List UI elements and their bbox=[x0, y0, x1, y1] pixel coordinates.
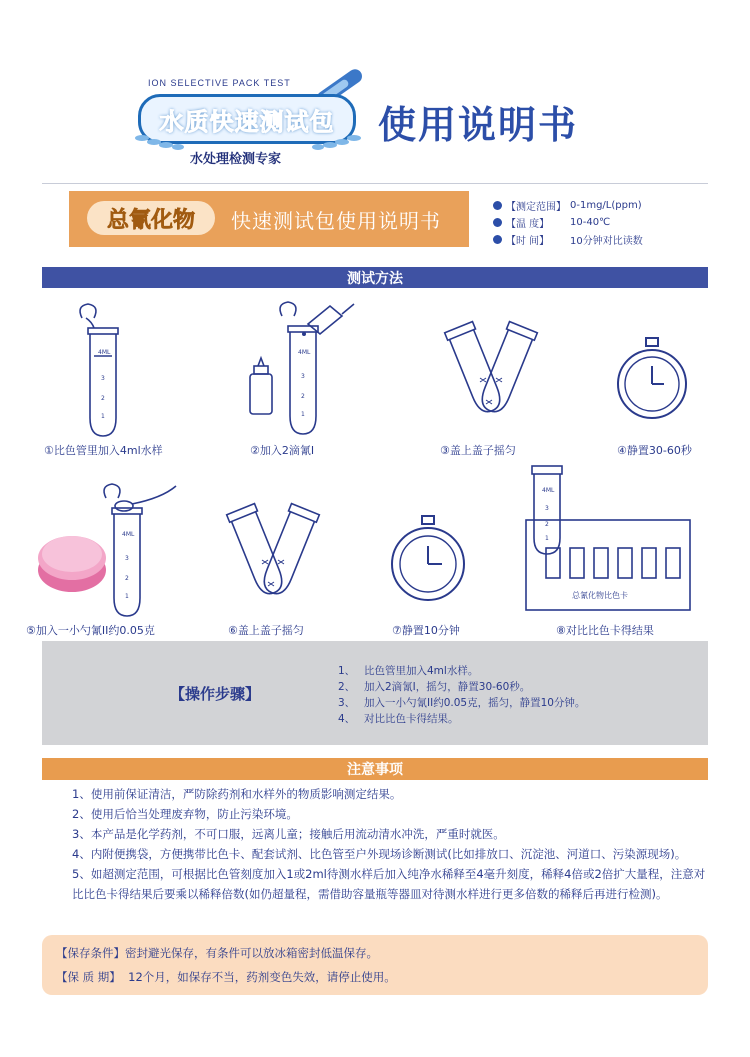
bullet-icon bbox=[493, 201, 502, 210]
spec-value: 10-40℃ bbox=[570, 217, 611, 228]
tube-mark: 4ML bbox=[298, 349, 311, 356]
tube-mark: 2 bbox=[125, 575, 129, 582]
operation-title: 【操作步骤】 bbox=[170, 685, 261, 703]
step-3-illustration bbox=[436, 318, 546, 428]
tube-mark: 4ML bbox=[122, 531, 135, 538]
tube-mark: 4ML bbox=[542, 487, 555, 494]
color-card-label: 总氰化物比色卡 bbox=[572, 591, 628, 600]
step-6-illustration bbox=[218, 500, 328, 610]
tube-mark: 1 bbox=[125, 593, 129, 600]
note-item: 4、内附便携袋，方便携带比色卡、配套试剂、比色管至户外现场诊断测试(比如排放口、沉淀池、河道口、污染源现场)。 bbox=[72, 847, 687, 861]
step-5-caption: ⑤加入一小勺氰II约0.05克 bbox=[26, 624, 155, 637]
storage-condition bbox=[56, 945, 378, 961]
step-1-caption: ①比色管里加入4ml水样 bbox=[44, 444, 163, 457]
step-3-caption: ③盖上盖子摇匀 bbox=[440, 444, 516, 457]
operation-item: 2、 加入2滴氰I，摇匀，静置30-60秒。 bbox=[338, 681, 531, 693]
step-4-illustration bbox=[612, 336, 692, 426]
step-7-caption: ⑦静置10分钟 bbox=[392, 624, 460, 637]
tube-mark: 4ML bbox=[98, 349, 111, 356]
product-name: 总氰化物 bbox=[106, 207, 195, 233]
test-method-header: 测试方法 bbox=[42, 267, 708, 288]
tube-mark: 1 bbox=[301, 411, 305, 418]
test-tube-icon bbox=[60, 300, 140, 440]
operation-steps-box bbox=[42, 641, 708, 745]
note-item: 1、使用前保证清洁，严防除药剂和水样外的物质影响测定结果。 bbox=[72, 787, 402, 801]
bullet-icon bbox=[493, 235, 502, 244]
spec-value: 10分钟对比读数 bbox=[570, 236, 643, 247]
notes-list bbox=[70, 784, 710, 904]
spec-row bbox=[493, 231, 643, 248]
storage-box bbox=[42, 935, 708, 995]
tube-mark: 3 bbox=[545, 505, 549, 512]
storage-condition-text: 密封避光保存，有条件可以放冰箱密封低温保存。 bbox=[125, 946, 378, 960]
step-8-illustration bbox=[520, 460, 696, 614]
header-divider bbox=[42, 183, 708, 184]
shake-tubes-icon bbox=[436, 318, 546, 428]
document-title: 使用说明书 bbox=[378, 103, 579, 147]
reagent-spoon-icon bbox=[36, 480, 186, 620]
spec-label: 【时 间】 bbox=[506, 236, 550, 247]
tube-mark: 2 bbox=[101, 395, 105, 402]
spec-row bbox=[493, 197, 643, 214]
step-2-illustration bbox=[240, 294, 360, 440]
spec-label: 【温 度】 bbox=[506, 219, 550, 230]
shake-tubes-icon bbox=[218, 500, 328, 610]
step-8-caption: ⑧对比比色卡得结果 bbox=[556, 624, 654, 637]
note-item: 5、如超测定范围，可根据比色管刻度加入1或2ml待测水样后加入纯净水稀释至4毫升刻度，稀释4倍或2倍扩大量程，注意对比比色卡得结果后要乘以稀释倍数(如仍超量程，需借助容量瓶等器皿对待测水样进行更多倍数的稀释后再进行检测)。 bbox=[72, 867, 706, 901]
tube-mark: 2 bbox=[545, 521, 549, 528]
notes-header: 注意事项 bbox=[42, 758, 708, 780]
operation-list bbox=[338, 663, 585, 727]
shelf-life-label: 【保 质 期】 bbox=[56, 970, 121, 984]
spec-value: 0-1mg/L(ppm) bbox=[570, 200, 642, 211]
storage-condition-label: 【保存条件】 bbox=[56, 946, 125, 960]
operation-item: 4、 对比比色卡得结果。 bbox=[338, 713, 459, 725]
logo-title: 水质快速测试包 bbox=[159, 107, 335, 136]
product-subtitle: 快速测试包使用说明书 bbox=[231, 209, 441, 233]
tube-mark: 3 bbox=[125, 555, 129, 562]
note-item: 2、使用后恰当处理废弃物，防止污染环境。 bbox=[72, 807, 298, 821]
operation-item: 3、 加入一小勺氰II约0.05克，摇匀，静置10分钟。 bbox=[338, 697, 586, 709]
dropper-tube-icon bbox=[240, 294, 360, 440]
spec-list bbox=[493, 197, 643, 248]
bullet-icon bbox=[493, 218, 502, 227]
spec-row bbox=[493, 214, 643, 231]
step-6-caption: ⑥盖上盖子摇匀 bbox=[228, 624, 304, 637]
step-1-illustration bbox=[60, 300, 140, 440]
shelf-life-text: 12个月，如保存不当，药剂变色失效，请停止使用。 bbox=[128, 970, 396, 984]
note-item: 3、本产品是化学药剂，不可口服，远离儿童；接触后用流动清水冲洗，严重时就医。 bbox=[72, 827, 505, 841]
stopwatch-icon bbox=[612, 336, 692, 426]
stopwatch-icon bbox=[388, 514, 468, 608]
operation-item: 1、 比色管里加入4ml水样。 bbox=[338, 665, 479, 677]
brand-logo bbox=[128, 74, 368, 174]
logo-subtitle: ION SELECTIVE PACK TEST bbox=[148, 78, 291, 88]
tube-mark: 1 bbox=[101, 413, 105, 420]
product-name-box bbox=[87, 201, 215, 235]
tube-mark: 3 bbox=[101, 375, 105, 382]
step-4-caption: ④静置30-60秒 bbox=[617, 444, 692, 457]
product-banner bbox=[69, 191, 469, 247]
step-5-illustration bbox=[36, 480, 186, 620]
tube-mark: 1 bbox=[545, 535, 549, 542]
shelf-life bbox=[56, 969, 396, 985]
tube-mark: 3 bbox=[301, 373, 305, 380]
tube-mark: 2 bbox=[301, 393, 305, 400]
color-card-icon bbox=[520, 460, 696, 614]
step-2-caption: ②加入2滴氰I bbox=[250, 444, 315, 457]
logo-tagline: 水处理检测专家 bbox=[190, 152, 282, 167]
spec-label: 【测定范围】 bbox=[506, 202, 566, 213]
step-7-illustration bbox=[388, 514, 468, 608]
